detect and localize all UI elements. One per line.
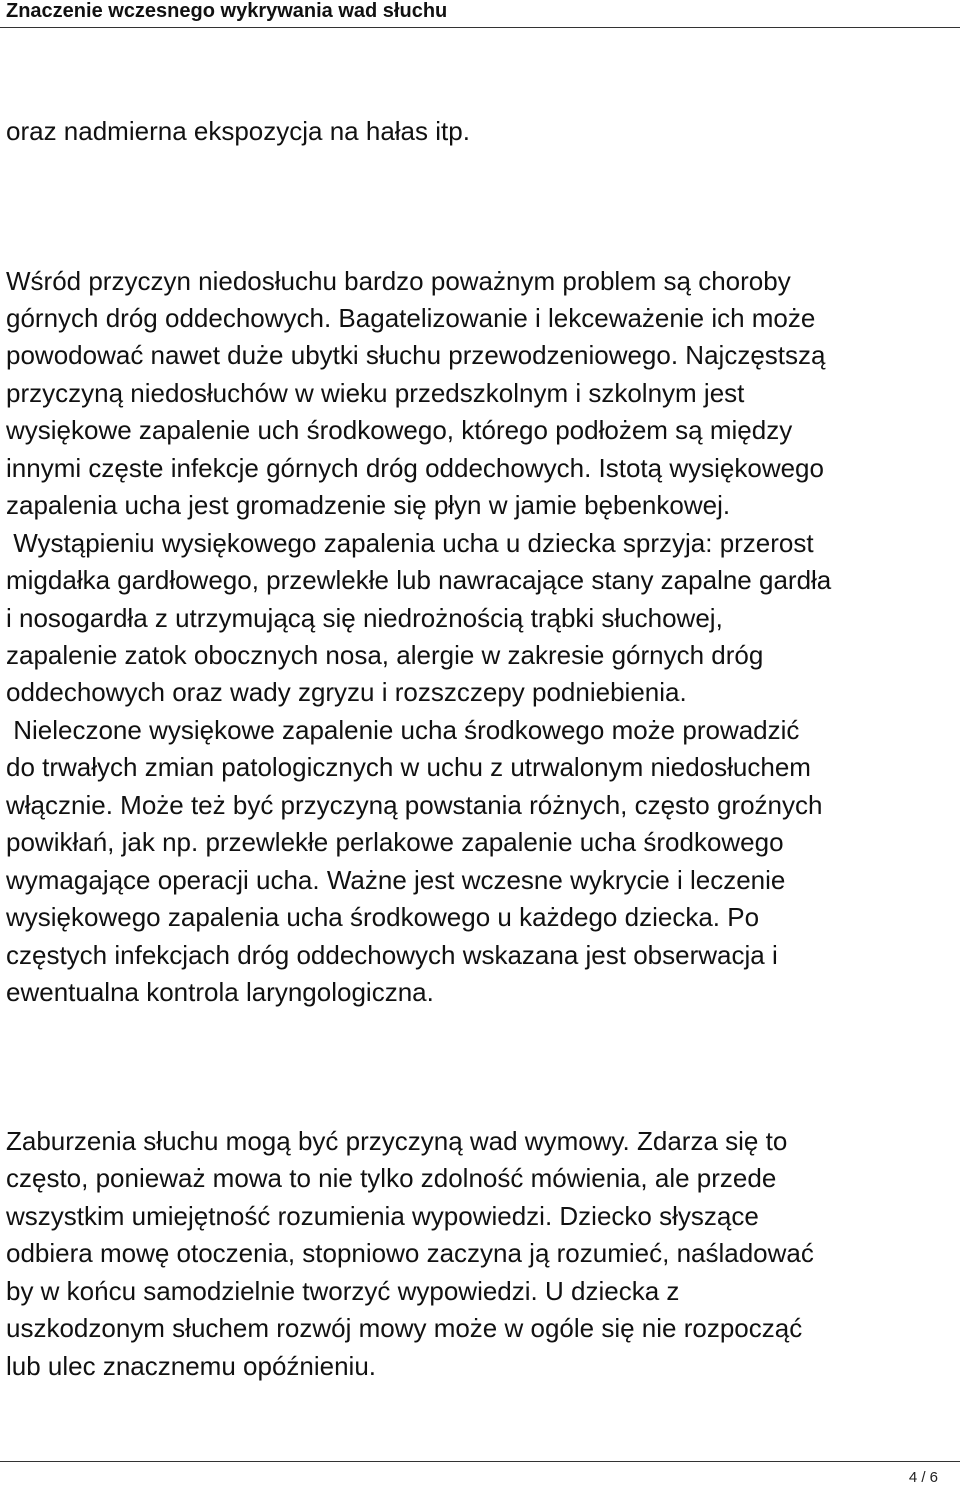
text-line: powodować nawet duże ubytki słuchu przewodzeniowego. Najczęstszą (6, 340, 826, 370)
text-line: Wystąpieniu wysiękowego zapalenia ucha u dziecka sprzyja: przerost (6, 528, 814, 558)
text-line: innymi częste infekcje górnych dróg oddechowych. Istotą wysiękowego (6, 453, 824, 483)
text-line: wysiękowe zapalenie uch środkowego, którego podłożem są między (6, 415, 793, 445)
text-line: Zaburzenia słuchu mogą być przyczyną wad wymowy. Zdarza się to (6, 1126, 788, 1156)
text-line: wysiękowego zapalenia ucha środkowego u każdego dziecka. Po (6, 902, 760, 932)
text-line: i nosogardła z utrzymującą się niedrożnością trąbki słuchowej, (6, 603, 723, 633)
text-line: migdałka gardłowego, przewlekłe lub nawracające stany zapalne gardła (6, 565, 832, 595)
text-line: częstych infekcjach dróg oddechowych wskazana jest obserwacja i (6, 940, 778, 970)
text-line: przyczyną niedosłuchów w wieku przedszkolnym i szkolnym jest (6, 378, 745, 408)
text-line: włącznie. Może też być przyczyną powstania różnych, często groźnych (6, 790, 823, 820)
document-title: Znaczenie wczesnego wykrywania wad słuchu (6, 0, 448, 22)
text-line: uszkodzonym słuchem rozwój mowy może w ogóle się nie rozpocząć (6, 1313, 803, 1343)
text-line: górnych dróg oddechowych. Bagatelizowanie i lekceważenie ich może (6, 303, 816, 333)
text-line: oraz nadmierna ekspozycja na hałas itp. (6, 116, 470, 146)
text-line: Nieleczone wysiękowe zapalenie ucha środkowego może prowadzić (6, 715, 800, 745)
text-line: wymagające operacji ucha. Ważne jest wczesne wykrycie i leczenie (6, 865, 786, 895)
text-line: często, ponieważ mowa to nie tylko zdolność mówienia, ale przede (6, 1163, 777, 1193)
text-line: ewentualna kontrola laryngologiczna. (6, 977, 434, 1007)
text-line: zapalenie zatok obocznych nosa, alergie w zakresie górnych dróg (6, 640, 764, 670)
text-line: do trwałych zmian patologicznych w uchu z utrwalonym niedosłuchem (6, 752, 811, 782)
text-line: oddechowych oraz wady zgryzu i rozszczepy podniebienia. (6, 677, 687, 707)
page-number: 4 / 6 (908, 1469, 938, 1486)
text-line: zapalenia ucha jest gromadzenie się płyn w jamie bębenkowej. (6, 490, 731, 520)
footer-divider (0, 1461, 960, 1462)
text-line: powikłań, jak np. przewlekłe perlakowe zapalenie ucha środkowego (6, 827, 784, 857)
header-divider (0, 27, 960, 28)
text-line: lub ulec znacznemu opóźnieniu. (6, 1351, 377, 1381)
text-line: odbiera mowę otoczenia, stopniowo zaczyna ją rozumieć, naśladować (6, 1238, 814, 1268)
text-line: wszystkim umiejętność rozumienia wypowiedzi. Dziecko słyszące (6, 1201, 759, 1231)
page-header (0, 0, 960, 30)
text-line: by w końcu samodzielnie tworzyć wypowiedzi. U dziecka z (6, 1276, 680, 1306)
text-line: Wśród przyczyn niedosłuchu bardzo poważnym problem są choroby (6, 266, 791, 296)
